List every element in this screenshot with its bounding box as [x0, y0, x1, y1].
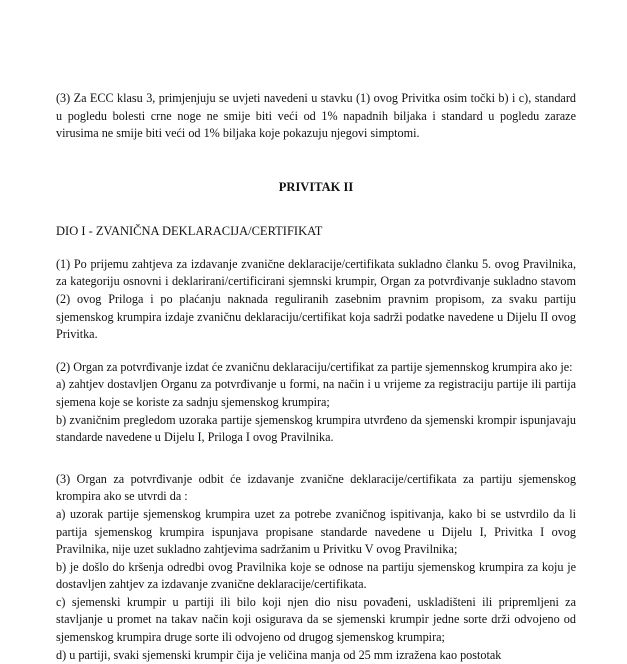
- paragraph-1: (1) Po prijemu zahtjeva za izdavanje zvanične deklaracije/certifikata sukladno članku 5. ovog Pravilnika, za kategoriju osnovni i deklarirani/certificirani sjemnski krumpir, Organ za potvrđivanje sukladno stavom (2) ovog Priloga i po plaćanju naknada reguliranih zasebnim pravnim propisom, za svaku partiju sjemenskog krumpira izdaje zvaničnu deklaraciju/certifikat koja sadrži podatke navedene u Dijelu II ovog Privitka.: [56, 256, 576, 342]
- paragraph-2-intro: (2) Organ za potvrđivanje izdat će zvaničnu deklaraciju/certifikat za partije sjemennskog krumpira ako je:: [56, 359, 573, 374]
- paragraph-3-item-b: b) je došlo do kršenja odredbi ovog Pravilnika koje se odnose na partiju sjemenskog krumpira za koju je dostavljen zahtjev za izdavanje zvanične deklaracije/certifikata.: [56, 559, 576, 592]
- paragraph-2-item-a: a) zahtjev dostavljen Organu za potvrđivanje u formi, na način i u vrijeme za registraciju partije ili partija sjemena koje se koriste za sadnju sjemenskog krumpira;: [56, 377, 576, 409]
- paragraph-3-intro: (3) Organ za potvrđivanje odbit će izdavanje zvanične deklaracije/certifikata za partiju sjemenskog krompira ako se utvrdi da :: [56, 471, 576, 504]
- document-body: [56, 90, 576, 664]
- annex1-paragraph-3: (3) Za ECC klasu 3, primjenjuju se uvjeti navedeni u stavku (1) ovog Privitka osim točki b) i c), standard u pogledu bolesti crne noge ne smije biti veći od 1% napadnih biljaka i standard u pogledu zaraze virusima ne smije biti veći od 1% biljaka koje pokazuju njegovi simptomi.: [56, 91, 576, 141]
- paragraph-2-item-b: b) zvaničnim pregledom uzoraka partije sjemenskog krumpira utvrđeno da sjemenski krompir ispunjavaju standarde navedene u Dijelu I, Priloga I ovog Pravilnika.: [56, 412, 576, 445]
- paragraph-3-item-c: c) sjemenski krumpir u partiji ili bilo koji njen dio nisu povađeni, uskladišteni ili pripremljeni za stavljanje u promet na takav način koji osigurava da se sjemenski krumpir jedne sorte drži odvojeno od sjemenskog krumpira druge sorte ili odvojeno od drugog sjemenskog krumpira;: [56, 594, 576, 645]
- paragraph-3-item-d: d) u partiji, svaki sjemenski krumpir čija je veličina manja od 25 mm izražena kao postotak: [56, 647, 502, 662]
- annex-title: PRIVITAK II: [278, 179, 354, 194]
- paragraph-3-item-a: a) uzorak partije sjemenskog krumpira uzet za potrebe zvaničnog ispitivanja, kako bi se ustvrdilo da li partija sjemenskog krumpira ispunjava propisane standarde navedene u Dijelu I, Privitka I ovog Pravilnika, nije uzet sukladno zahtjevima sadržanim u Privitku V ovog Pravilnika;: [56, 506, 576, 557]
- part-heading: DIO I - ZVANIČNA DEKLARACIJA/CERTIFIKAT: [56, 223, 323, 238]
